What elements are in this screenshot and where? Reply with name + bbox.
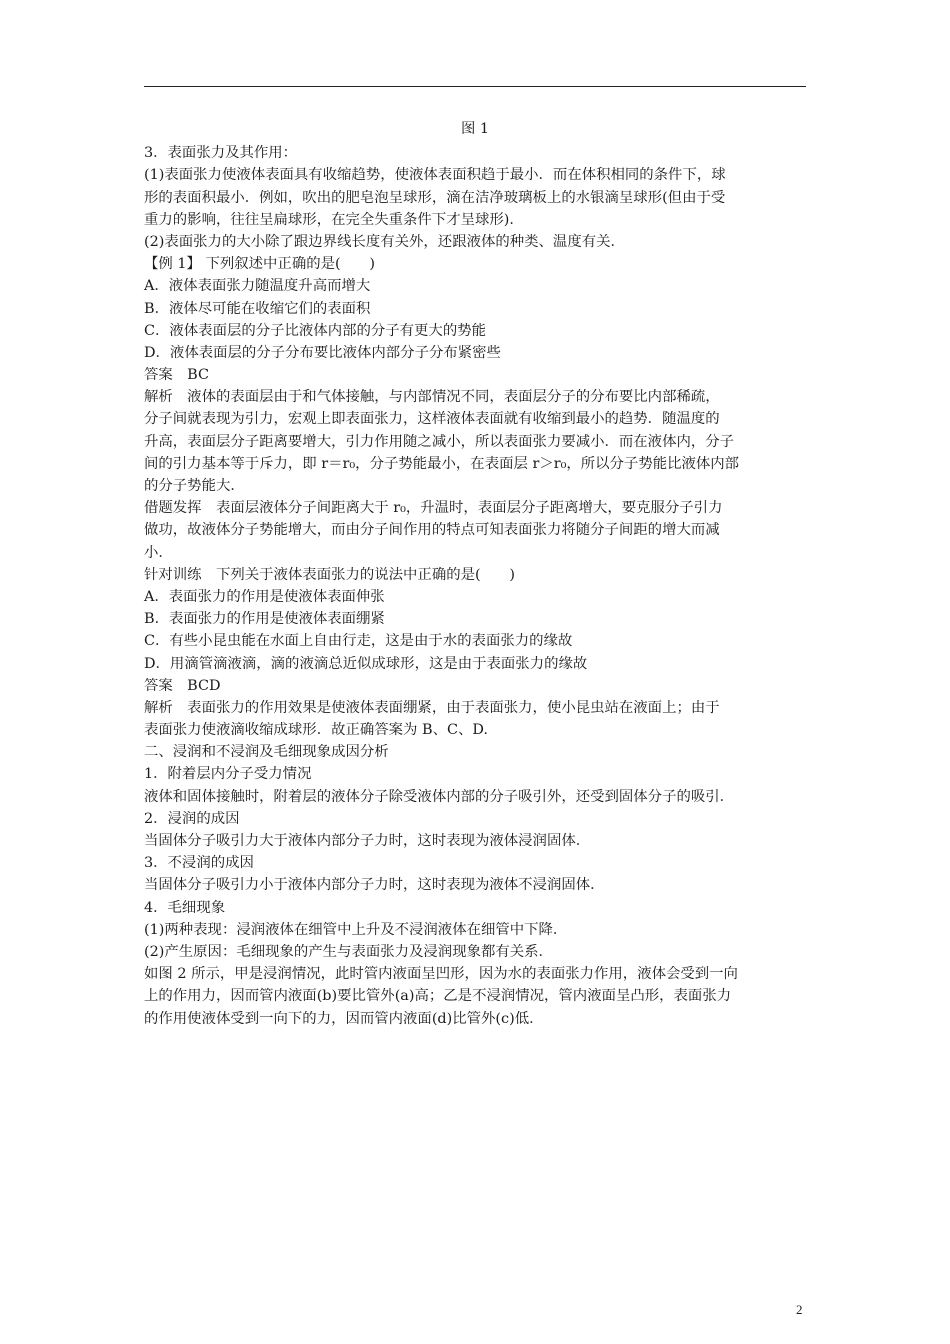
text-line: 表面张力使液滴收缩成球形．故正确答案为 B、C、D. (144, 722, 488, 739)
text-line: 的作用使液体受到一向下的力，因而管内液面(d)比管外(c)低． (144, 1010, 544, 1027)
text-line: 4．毛细现象 (144, 899, 226, 916)
text-line: A．表面张力的作用是使液体表面伸张 (144, 588, 385, 605)
text-line: 【例 1】 下列叙述中正确的是( ) (144, 256, 376, 273)
text-line: 答案 BC (144, 367, 210, 384)
text-line: 如图 2 所示，甲是浸润情况，此时管内液面呈凹形，因为水的表面张力作用，液体会受到一向 (144, 966, 738, 983)
text-line: 形的表面积最小．例如，吹出的肥皂泡呈球形，滴在洁净玻璃板上的水银滴呈球形(但由于受 (144, 189, 726, 206)
text-line: C．有些小昆虫能在水面上自由行走，这是由于水的表面张力的缘故 (144, 633, 573, 650)
text-line: (2)表面张力的大小除了跟边界线长度有关外，还跟液体的种类、温度有关． (144, 233, 625, 250)
text-line: 分子间就表现为引力，宏观上即表面张力，这样液体表面就有收缩到最小的趋势．随温度的 (144, 411, 720, 428)
text-line: (2)产生原因：毛细现象的产生与表面张力及浸润现象都有关系． (144, 943, 553, 960)
header-rule (144, 86, 806, 87)
text-line: 解析 表面张力的作用效果是使液体表面绷紧，由于表面张力，使小昆虫站在液面上；由于 (144, 699, 720, 716)
text-line: D．用滴管滴液滴，滴的液滴总近似成球形，这是由于表面张力的缘故 (144, 655, 588, 672)
text-line: 液体和固体接触时，附着层的液体分子除受液体内部的分子吸引外，还受到固体分子的吸引． (144, 788, 735, 805)
text-line: 1．附着层内分子受力情况 (144, 766, 312, 783)
text-line: 当固体分子吸引力大于液体内部分子力时，这时表现为液体浸润固体． (144, 833, 591, 849)
text-line: 3．不浸润的成因 (144, 855, 254, 872)
text-line: 上的作用力，因而管内液面(b)要比管外(a)高；乙是不浸润情况，管内液面呈凸形，表面张力 (144, 988, 732, 1005)
text-line: (1)表面张力使液体表面具有收缩趋势，使液体表面积趋于最小．而在体积相同的条件下，球 (144, 167, 726, 184)
text-line: 针对训练 下列关于液体表面张力的说法中正确的是( ) (144, 566, 515, 583)
document-body (144, 118, 806, 1030)
text-line: 借题发挥 表面层液体分子间距离大于 r₀，升温时，表面层分子距离增大，要克服分子引力 (144, 500, 723, 517)
text-line: C．液体表面层的分子比液体内部的分子有更大的势能 (144, 322, 486, 339)
text-line: D．液体表面层的分子分布要比液体内部分子分布紧密些 (144, 344, 501, 361)
text-line: 当固体分子吸引力小于液体内部分子力时，这时表现为液体不浸润固体． (144, 877, 605, 894)
text-line: 做功，故液体分子势能增大，而由分子间作用的特点可知表面张力将随分子间距的增大而减 (144, 522, 720, 539)
text-line: 二、浸润和不浸润及毛细现象成因分析 (144, 744, 389, 761)
text-line: 3．表面张力及其作用： (144, 145, 298, 162)
text-line: 小． (144, 544, 173, 561)
text-line: 重力的影响，往往呈扁球形，在完全失重条件下才呈球形)． (144, 211, 524, 228)
text-line: 升高，表面层分子距离要增大，引力作用随之减小，所以表面张力要减小．而在液体内，分子 (144, 433, 735, 450)
text-line: B．表面张力的作用是使液体表面绷紧 (144, 611, 385, 628)
text-line: 的分子势能大． (144, 478, 245, 494)
text-lines (144, 142, 806, 1030)
text-line: 答案 BCD (144, 677, 221, 694)
text-line: 间的引力基本等于斥力，即 r＝r₀，分子势能最小，在表面层 r＞r₀，所以分子势能比液体内部 (144, 455, 740, 472)
text-line: 解析 液体的表面层由于和气体接触，与内部情况不同，表面层分子的分布要比内部稀疏， (144, 389, 720, 406)
figure-caption: 图 1 (460, 121, 490, 137)
text-line: B．液体尽可能在收缩它们的表面积 (144, 300, 371, 317)
text-line: 2．浸润的成因 (144, 810, 240, 827)
page-number: 2 (796, 1302, 803, 1317)
text-line: A．液体表面张力随温度升高而增大 (144, 278, 371, 295)
text-line: (1)两种表现：浸润液体在细管中上升及不浸润液体在细管中下降． (144, 921, 568, 938)
